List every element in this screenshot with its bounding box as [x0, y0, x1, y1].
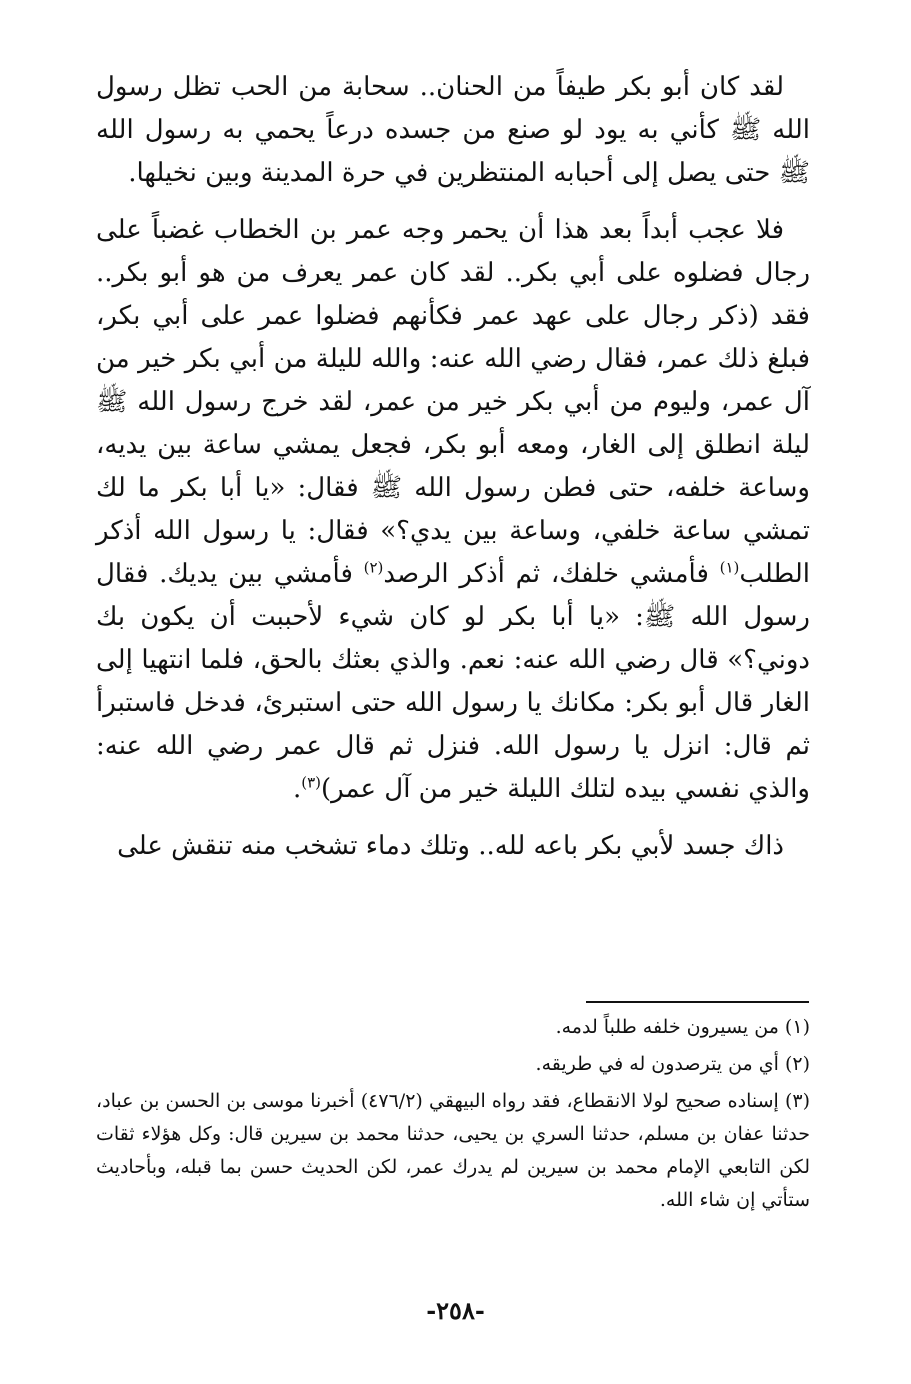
paragraph-2-part-4: .: [292, 774, 302, 804]
footnote-2: (٢) أي من يترصدون له في طريقه.: [535, 1053, 810, 1075]
footnote-1: (١) من يسيرون خلفه طلباً لدمه.: [555, 1016, 810, 1038]
footnote-divider: [586, 1001, 809, 1003]
footnote-ref-2: (٢): [363, 558, 384, 577]
paragraph-3: ذاك جسد لأبي بكر باعه لله.. وتلك دماء تشخب منه تنقش على: [117, 831, 784, 861]
footnotes: [96, 1011, 810, 1221]
footnote-ref-1: (١): [719, 558, 740, 577]
main-text: [96, 66, 810, 882]
footnote-3: (٣) إسناده صحيح لولا الانقطاع، فقد رواه البيهقي (٤٧٦/٢) أخبرنا موسى بن الحسن بن عباد، حدثنا عفان بن مسلم، حدثنا السري بن يحيى، حدثنا محمد بن سيرين قال: وكل هؤلاء ثقات لكن التابعي الإمام محمد بن سيرين لم يدرك عمر، لكن الحديث حسن بما قبله، وبأحاديث ستأتي إن شاء الله.: [96, 1090, 811, 1211]
paragraph-2-part-2: فأمشي خلفك، ثم أذكر الرصد: [383, 559, 720, 589]
paragraph-2-part-1: فلا عجب أبداً بعد هذا أن يحمر وجه عمر بن الخطاب غضباً على رجال فضلوه على أبي بكر.. لقد كان عمر يعرف من هو أبو بكر.. فقد (ذكر رجال على عهد عمر فكأنهم فضلوا عمر على أبي بكر، فبلغ ذلك عمر، فقال رضي الله عنه: والله لليلة من أبي بكر خير من آل عمر، وليوم من أبي بكر خير من عمر، لقد خرج رسول الله ﷺ ليلة انطلق إلى الغار، ومعه أبو بكر، فجعل يمشي ساعة بين يديه، وساعة خلفه، حتى فطن رسول الله ﷺ فقال: «يا أبا بكر ما لك تمشي ساعة خلفي، وساعة بين يدي؟» فقال: يا رسول الله أذكر الطلب: [96, 215, 811, 589]
page-number: -٢٥٨-: [426, 1296, 485, 1325]
paragraph-2: [96, 209, 810, 811]
footnote-ref-3: (٣): [301, 773, 321, 792]
paragraph-1: لقد كان أبو بكر طيفاً من الحنان.. سحابة من الحب تظل رسول الله ﷺ كأني به يود لو صنع من جسده درعاً يحمي به رسول الله ﷺ حتى يصل إلى أحبابه المنتظرين في حرة المدينة وبين نخيلها.: [96, 72, 810, 188]
paragraph-2-part-3: فأمشي بين يديك. فقال رسول الله ﷺ: «يا أبا بكر لو كان شيء لأحببت أن يكون بك دوني؟» قال رضي الله عنه: نعم. والذي بعثك بالحق، فلما انتهيا إلى الغار قال أبو بكر: مكانك يا رسول الله حتى استبرئ، فدخل فاستبرأ ثم قال: انزل يا رسول الله. فنزل ثم قال عمر رضي الله عنه: والذي نفسي بيده لتلك الليلة خير من آل عمر): [96, 559, 810, 804]
